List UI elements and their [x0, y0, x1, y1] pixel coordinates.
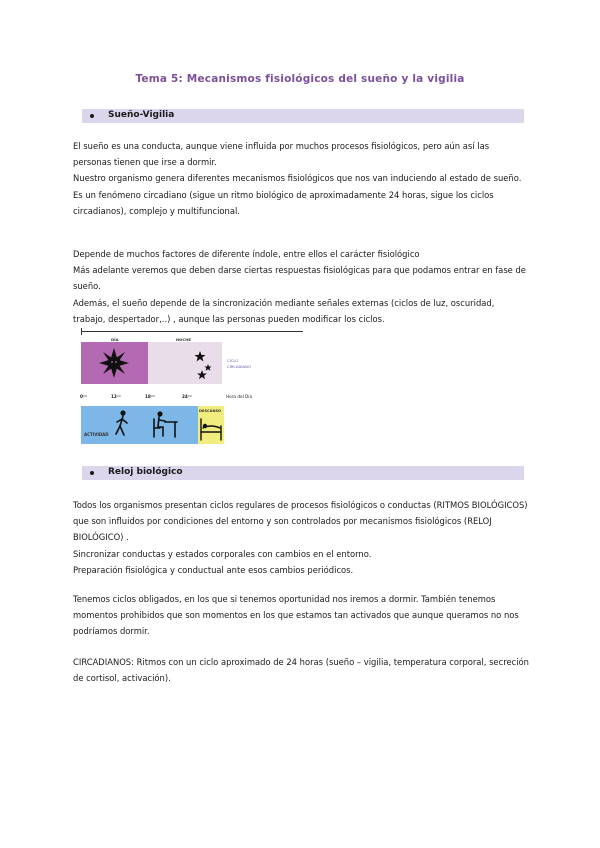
circadian-cycle-figure: [78, 328, 263, 446]
section-heading-reloj-biologico: [82, 466, 524, 480]
timeline-line: [81, 331, 303, 332]
day-box: [81, 342, 148, 384]
activity-label: ACTIVIDAD: [84, 432, 109, 437]
hour-axis-label: Hora del Día: [226, 394, 253, 399]
text-line: Preparación fisiológica y conductual ante esos cambios periódicos.: [73, 564, 354, 575]
text-line: CIRCADIANOS: Ritmos con un ciclo aproximado de 24 horas (sueño – vigilia, temperatura corporal, secreción de cortisol, activación).: [73, 657, 529, 684]
paragraph-circadian: [73, 654, 529, 686]
text-line: Más adelante veremos que deben darse ciertas respuestas fisiológicas para que podamos entrar en fase de sueño.: [73, 265, 526, 292]
time-label: 12ᵒᵒ: [111, 394, 121, 399]
text-line: Además, el sueño depende de la sincronización mediante señales externas (ciclos de luz, oscuridad, trabajo, despertador,..) , aunque las personas pueden modificar los ciclos.: [73, 297, 495, 324]
text-line: Depende de muchos factores de diferente índole, entre ellos el carácter fisiológico: [73, 249, 420, 259]
rest-label: DESCANSO: [199, 409, 222, 413]
text-line: Es un fenómeno circadiano (sigue un ritmo biológico de aproximadamente 24 horas, sigue los ciclos circadianos), complejo y multifuncional.: [73, 189, 494, 216]
bullet-icon: [90, 471, 94, 475]
bullet-icon: [90, 114, 94, 118]
night-label: NOCHE: [176, 337, 191, 342]
cycle-label-2: CIRCADIANO: [227, 364, 251, 369]
paragraph-obligated-cycles: [73, 591, 529, 640]
text-line: Todos los organismos presentan ciclos regulares de procesos fisiológicos o conductas (RITMOS BIOLÓGICOS) que son influidos por condiciones del entorno y son controlados por mecanismos fisiológicos (RELOJ BIOLÓGICO) .: [73, 500, 528, 543]
time-label: 0ᵒᵒ: [80, 394, 87, 399]
timeline-tick: [81, 328, 82, 335]
text-line: Sincronizar conductas y estados corporales con cambios en el entorno.: [73, 548, 372, 559]
section-heading-label: Reloj biológico: [108, 467, 183, 477]
activity-box: [81, 406, 198, 444]
time-label: 18ᵒᵒ: [145, 394, 155, 399]
text-line: Nuestro organismo genera diferentes mecanismos fisiológicos que nos van induciendo al estado de sueño.: [73, 173, 522, 184]
night-box: [148, 342, 222, 384]
time-label: 24ᵒᵒ: [182, 394, 192, 399]
section-heading-label: Sueño-Vigilia: [108, 110, 175, 120]
moon-stars-icon: [148, 342, 222, 384]
paragraph-intro: [73, 138, 529, 219]
sun-icon: [81, 342, 148, 384]
activity-figures-icon: [81, 406, 198, 444]
text-line: Tenemos ciclos obligados, en los que si tenemos oportunidad nos iremos a dormir. También tenemos momentos prohibidos que son momentos en los que estamos tan activados que aunque queramos no nos podríamos dormir.: [73, 594, 519, 637]
section-heading-sueno-vigilia: [82, 109, 524, 123]
page-title: Tema 5: Mecanismos fisiológicos del sueño y la vigilia: [135, 73, 465, 85]
text-line: El sueño es una conducta, aunque viene influida por muchos procesos fisiológicos, pero aún así las personas tienen que irse a dormir.: [73, 141, 490, 168]
paragraph-biological-rhythms: [73, 497, 529, 578]
cycle-label: CICLO: [227, 358, 239, 363]
paragraph-factors: [73, 246, 529, 327]
day-label: DÍA: [111, 337, 119, 342]
